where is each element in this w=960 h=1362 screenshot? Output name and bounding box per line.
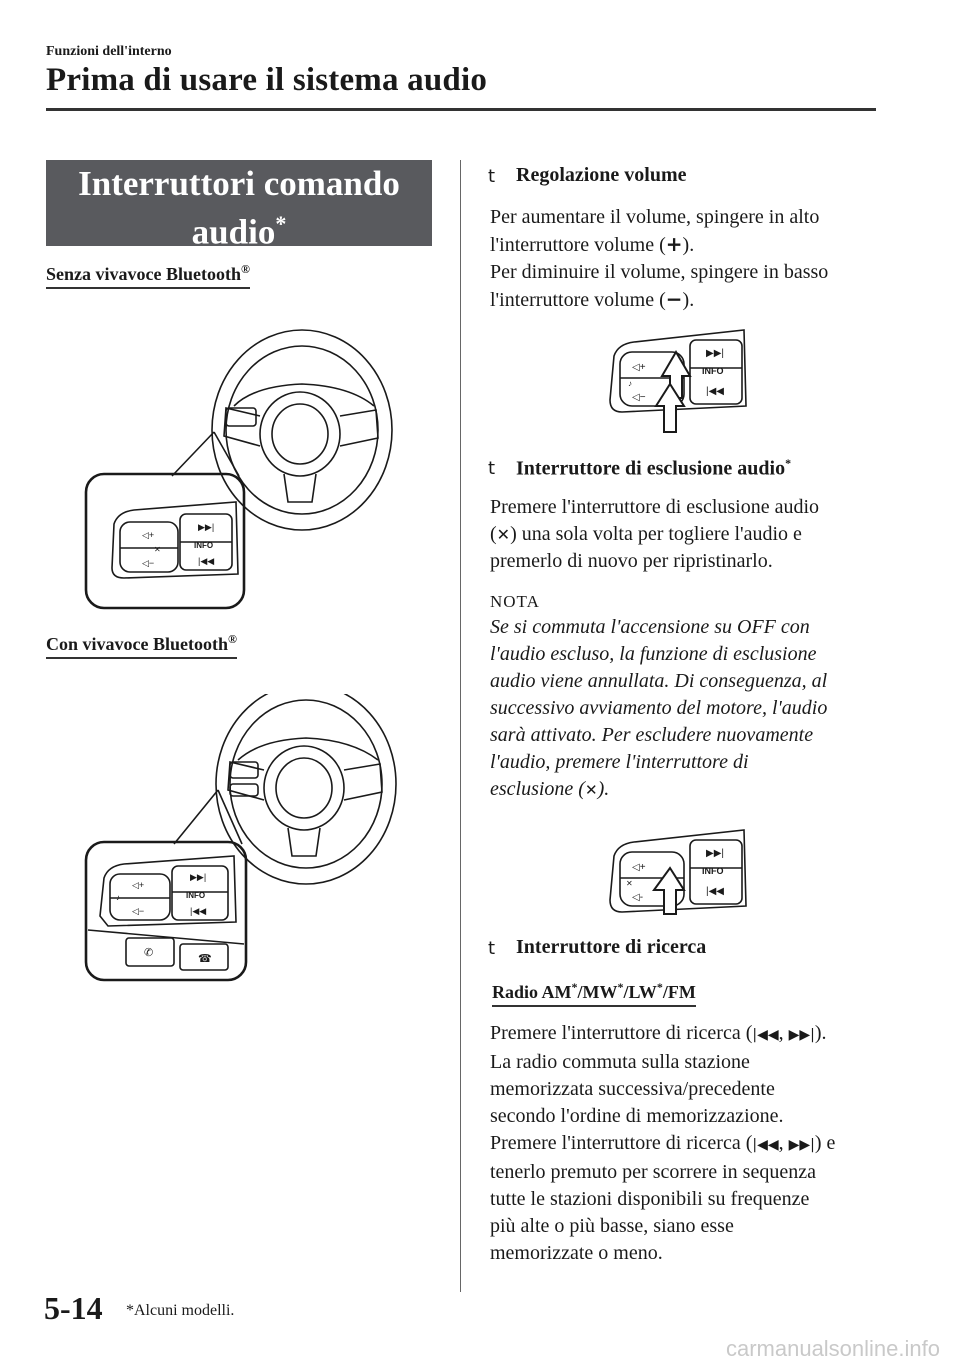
svg-text:☎: ☎ (198, 953, 212, 965)
steering-wheel-illustration-2 (84, 694, 400, 984)
volume-text: Per aumentare il volume, spingere in alto l'interruttore volume (+). Per diminuire il volume, spingere in basso l'interruttore volume (−). (490, 206, 829, 311)
watermark: carmanualsonline.info (725, 1336, 940, 1361)
svg-text:INFO: INFO (702, 866, 724, 876)
svg-text:♪: ♪ (628, 379, 632, 388)
svg-text:|◀◀: |◀◀ (706, 386, 724, 397)
svg-text:◁-: ◁- (632, 892, 644, 903)
heading-mute: Interruttore di esclusione audio* (516, 456, 792, 480)
svg-text:▶▶|: ▶▶| (190, 872, 207, 882)
mute-text: Premere l'interruttore di esclusione audio (✕) una sola volta per togliere l'audio e premerlo di nuovo per ripristinarlo. (490, 496, 820, 572)
svg-text:✕: ✕ (626, 879, 633, 888)
minus-icon: − (665, 287, 683, 311)
column-divider (460, 160, 461, 1292)
svg-text:|◀◀: |◀◀ (198, 556, 215, 566)
subheading-without-bluetooth: Senza vivavoce Bluetooth® (46, 262, 250, 289)
svg-text:INFO: INFO (186, 891, 206, 900)
banner-line1: Interruttori comando (78, 164, 400, 203)
subheading-with-bluetooth: Con vivavoce Bluetooth® (46, 632, 237, 659)
bullet-search: t (488, 938, 496, 959)
footnote: *Alcuni modelli. (126, 1302, 235, 1319)
svg-text:|◀◀: |◀◀ (190, 906, 207, 916)
header-rule (46, 108, 876, 111)
page-title: Prima di usare il sistema audio (46, 62, 488, 98)
mute-icon: ✕ (496, 525, 511, 544)
bullet-mute: t (488, 458, 496, 479)
svg-text:◁+: ◁+ (142, 530, 155, 540)
svg-text:◁−: ◁− (632, 392, 646, 403)
volume-switch-illustration (604, 316, 752, 436)
svg-text:▶▶|: ▶▶| (198, 522, 215, 532)
heading-search: Interruttore di ricerca (516, 936, 707, 958)
svg-text:▶▶|: ▶▶| (706, 848, 724, 859)
plus-icon: + (665, 232, 683, 256)
mute-switch-illustration (604, 816, 752, 916)
nota-label: NOTA (490, 592, 540, 611)
seek-forward-icon: ▶▶| (788, 1137, 815, 1153)
section-label: Funzioni dell'interno (46, 44, 172, 59)
heading-volume: Regolazione volume (516, 164, 687, 186)
subheading-radio: Radio AM*/MW*/LW*/FM (492, 980, 696, 1007)
banner-line2: audio* (191, 211, 287, 252)
page-number: 5-14 (44, 1290, 103, 1326)
mute-icon: ✕ (584, 781, 598, 799)
svg-text:✕: ✕ (154, 545, 161, 554)
svg-text:◁+: ◁+ (132, 880, 145, 890)
search-text: Premere l'interruttore di ricerca (|◀◀, ▶▶|). La radio commuta sulla stazione memorizzata successiva/precedente secondo l'ordine di memorizzazione. Premere l'interruttore di ricerca (|◀◀, ▶▶|) e tenerlo premuto per scorrere in sequenza tutte le stazioni disponibili su frequenze più alte o più basse, siano esse memorizzate o meno. (490, 1022, 836, 1264)
nota-text: Se si commuta l'accensione su OFF con l'audio escluso, la funzione di esclusione audio viene annullata. Di conseguenza, al successivo avviamento del motore, l'audio sarà attivato. Per escludere nuovamente l'audio, premere l'interruttore di esclusione (✕). (490, 616, 828, 800)
section-banner (46, 160, 432, 252)
svg-text:◁+: ◁+ (632, 862, 646, 873)
svg-text:▶▶|: ▶▶| (706, 348, 724, 359)
svg-text:♪: ♪ (116, 893, 120, 902)
seek-back-icon: |◀◀ (752, 1027, 779, 1043)
svg-text:✆: ✆ (144, 947, 154, 959)
svg-text:INFO: INFO (194, 541, 214, 550)
svg-text:◁−: ◁− (142, 558, 155, 568)
steering-wheel-illustration-1 (84, 326, 394, 612)
bullet-volume: t (488, 166, 496, 187)
svg-text:INFO: INFO (702, 366, 724, 376)
seek-back-icon: |◀◀ (752, 1137, 779, 1153)
svg-text:|◀◀: |◀◀ (706, 886, 724, 897)
svg-text:◁+: ◁+ (632, 362, 646, 373)
svg-text:◁−: ◁− (132, 906, 145, 916)
seek-forward-icon: ▶▶| (788, 1027, 815, 1043)
